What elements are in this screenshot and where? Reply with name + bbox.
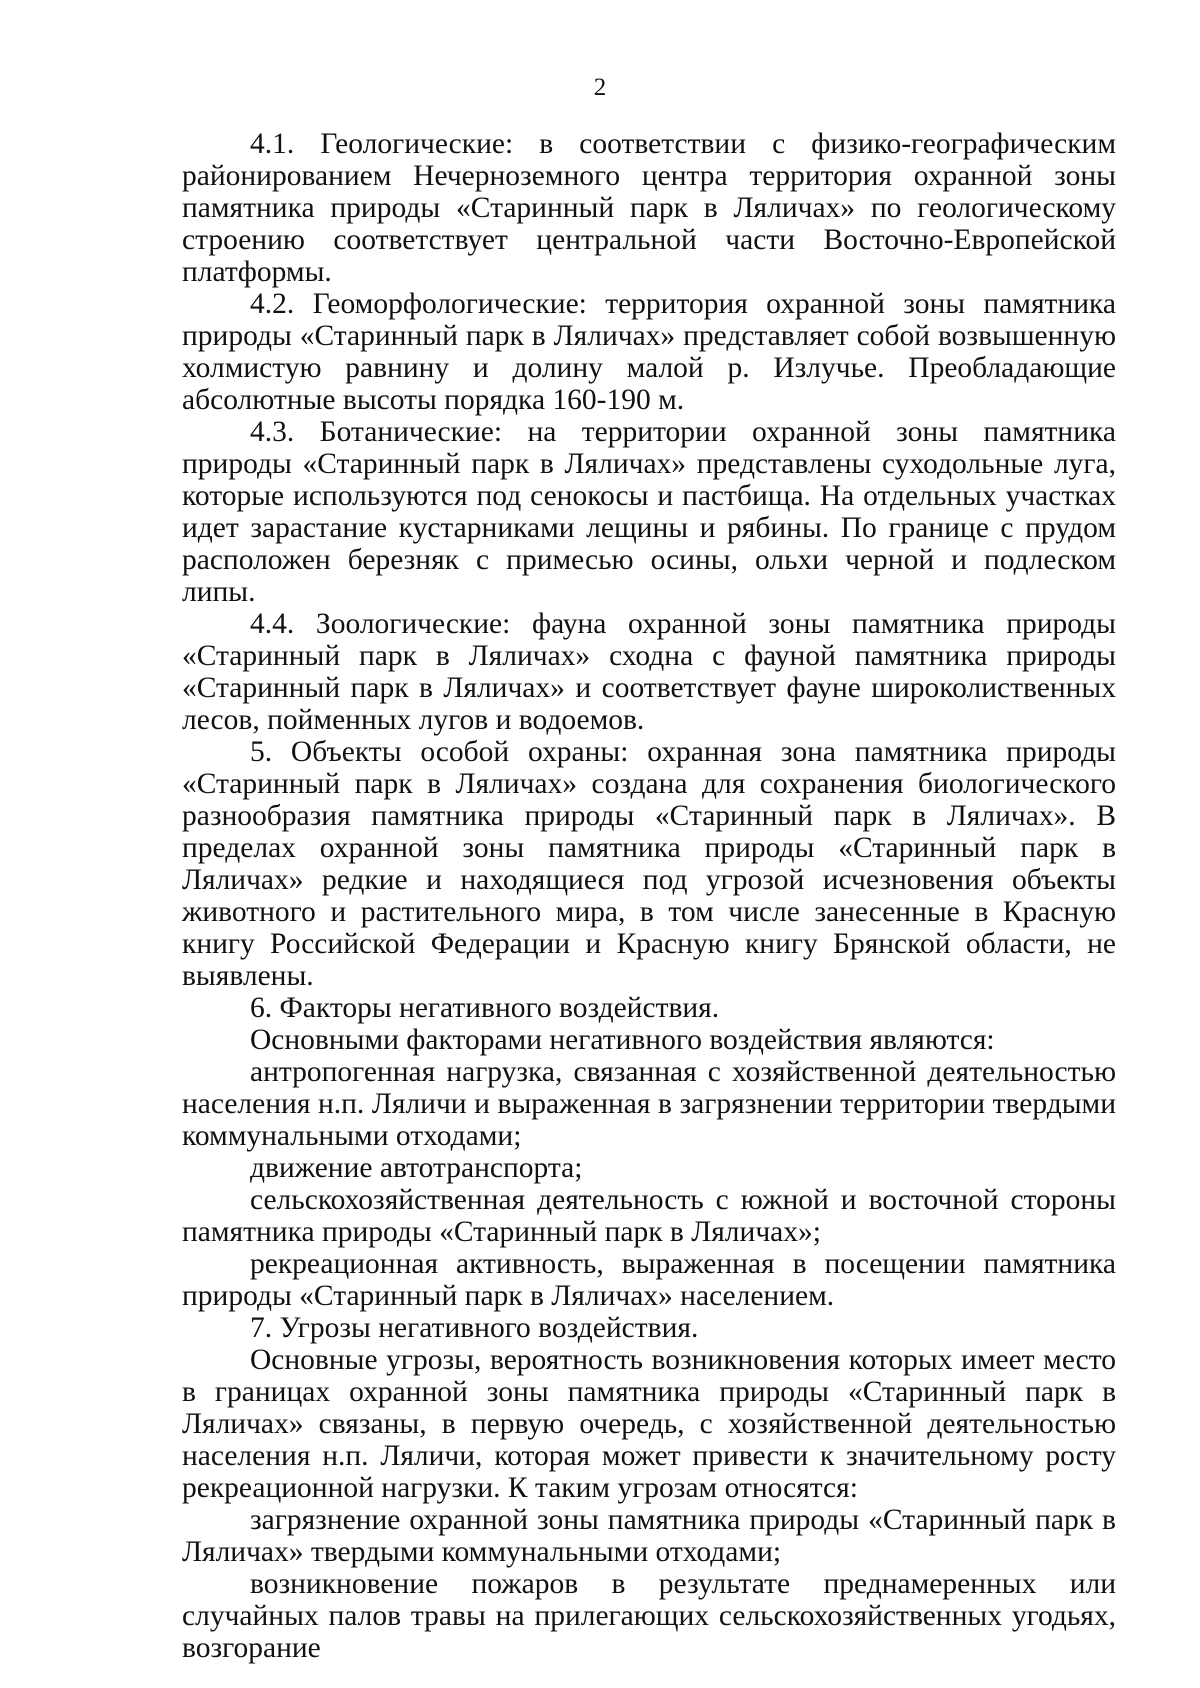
- paragraph-5: 5. Объекты особой охраны: охранная зона памятника природы «Старинный парк в Ляличах» создана для сохранения биологического разнообразия памятника природы «Старинный парк в Ляличах». В пределах охранной зоны памятника природы «Старинный парк в Ляличах» редкие и находящиеся под угрозой исчезновения объекты животного и растительного мира, в том числе занесенные в Красную книгу Российской Федерации и Красную книгу Брянской области, не выявлены.: [182, 736, 1116, 992]
- paragraph-6-heading: 6. Факторы негативного воздействия.: [250, 992, 720, 1024]
- paragraph-4-2: 4.2. Геоморфологические: территория охранной зоны памятника природы «Старинный парк в Ляличах» представляет собой возвышенную холмистую равнину и долину малой р. Излучье. Преобладающие абсолютные высоты порядка 160-190 м.: [182, 288, 1116, 416]
- paragraph-6-intro: Основными факторами негативного воздействия являются:: [250, 1024, 995, 1056]
- paragraph-4-3: 4.3. Ботанические: на территории охранной зоны памятника природы «Старинный парк в Ляличах» представлены суходольные луга, которые используются под сенокосы и пастбища. На отдельных участках идет зарастание кустарниками лещины и рябины. По границе с прудом расположен березняк с примесью осины, ольхи черной и подлеском липы.: [182, 416, 1116, 608]
- document-body: [182, 128, 1116, 1664]
- paragraph-7-heading: 7. Угрозы негативного воздействия.: [250, 1312, 699, 1344]
- paragraph-4-4: 4.4. Зоологические: фауна охранной зоны памятника природы «Старинный парк в Ляличах» сходна с фауной памятника природы «Старинный парк в Ляличах» и соответствует фауне широколиственных лесов, пойменных лугов и водоемов.: [182, 608, 1116, 736]
- paragraph-6-item-1: антропогенная нагрузка, связанная с хозяйственной деятельностью населения н.п. Ляличи и выраженная в загрязнении территории твердыми коммунальными отходами;: [182, 1056, 1116, 1152]
- paragraph-6-item-4: рекреационная активность, выраженная в посещении памятника природы «Старинный парк в Ляличах» населением.: [182, 1248, 1116, 1312]
- paragraph-7-item-2: возникновение пожаров в результате преднамеренных или случайных палов травы на прилегающих сельскохозяйственных угодьях, возгорание: [182, 1568, 1116, 1664]
- paragraph-7-item-1: загрязнение охранной зоны памятника природы «Старинный парк в Ляличах» твердыми коммунальными отходами;: [182, 1504, 1116, 1568]
- paragraph-7-intro: Основные угрозы, вероятность возникновения которых имеет место в границах охранной зоны памятника природы «Старинный парк в Ляличах» связаны, в первую очередь, с хозяйственной деятельностью населения н.п. Ляличи, которая может привести к значительному росту рекреационной нагрузки. К таким угрозам относятся:: [182, 1344, 1116, 1504]
- paragraph-6-item-2: движение автотранспорта;: [250, 1152, 583, 1184]
- page-number: 2: [593, 74, 607, 101]
- paragraph-6-item-3: сельскохозяйственная деятельность с южной и восточной стороны памятника природы «Старинный парк в Ляличах»;: [182, 1184, 1116, 1248]
- paragraph-4-1: 4.1. Геологические: в соответствии с физико-географическим районированием Нечерноземного центра территория охранной зоны памятника природы «Старинный парк в Ляличах» по геологическому строению соответствует центральной части Восточно-Европейской платформы.: [182, 128, 1116, 288]
